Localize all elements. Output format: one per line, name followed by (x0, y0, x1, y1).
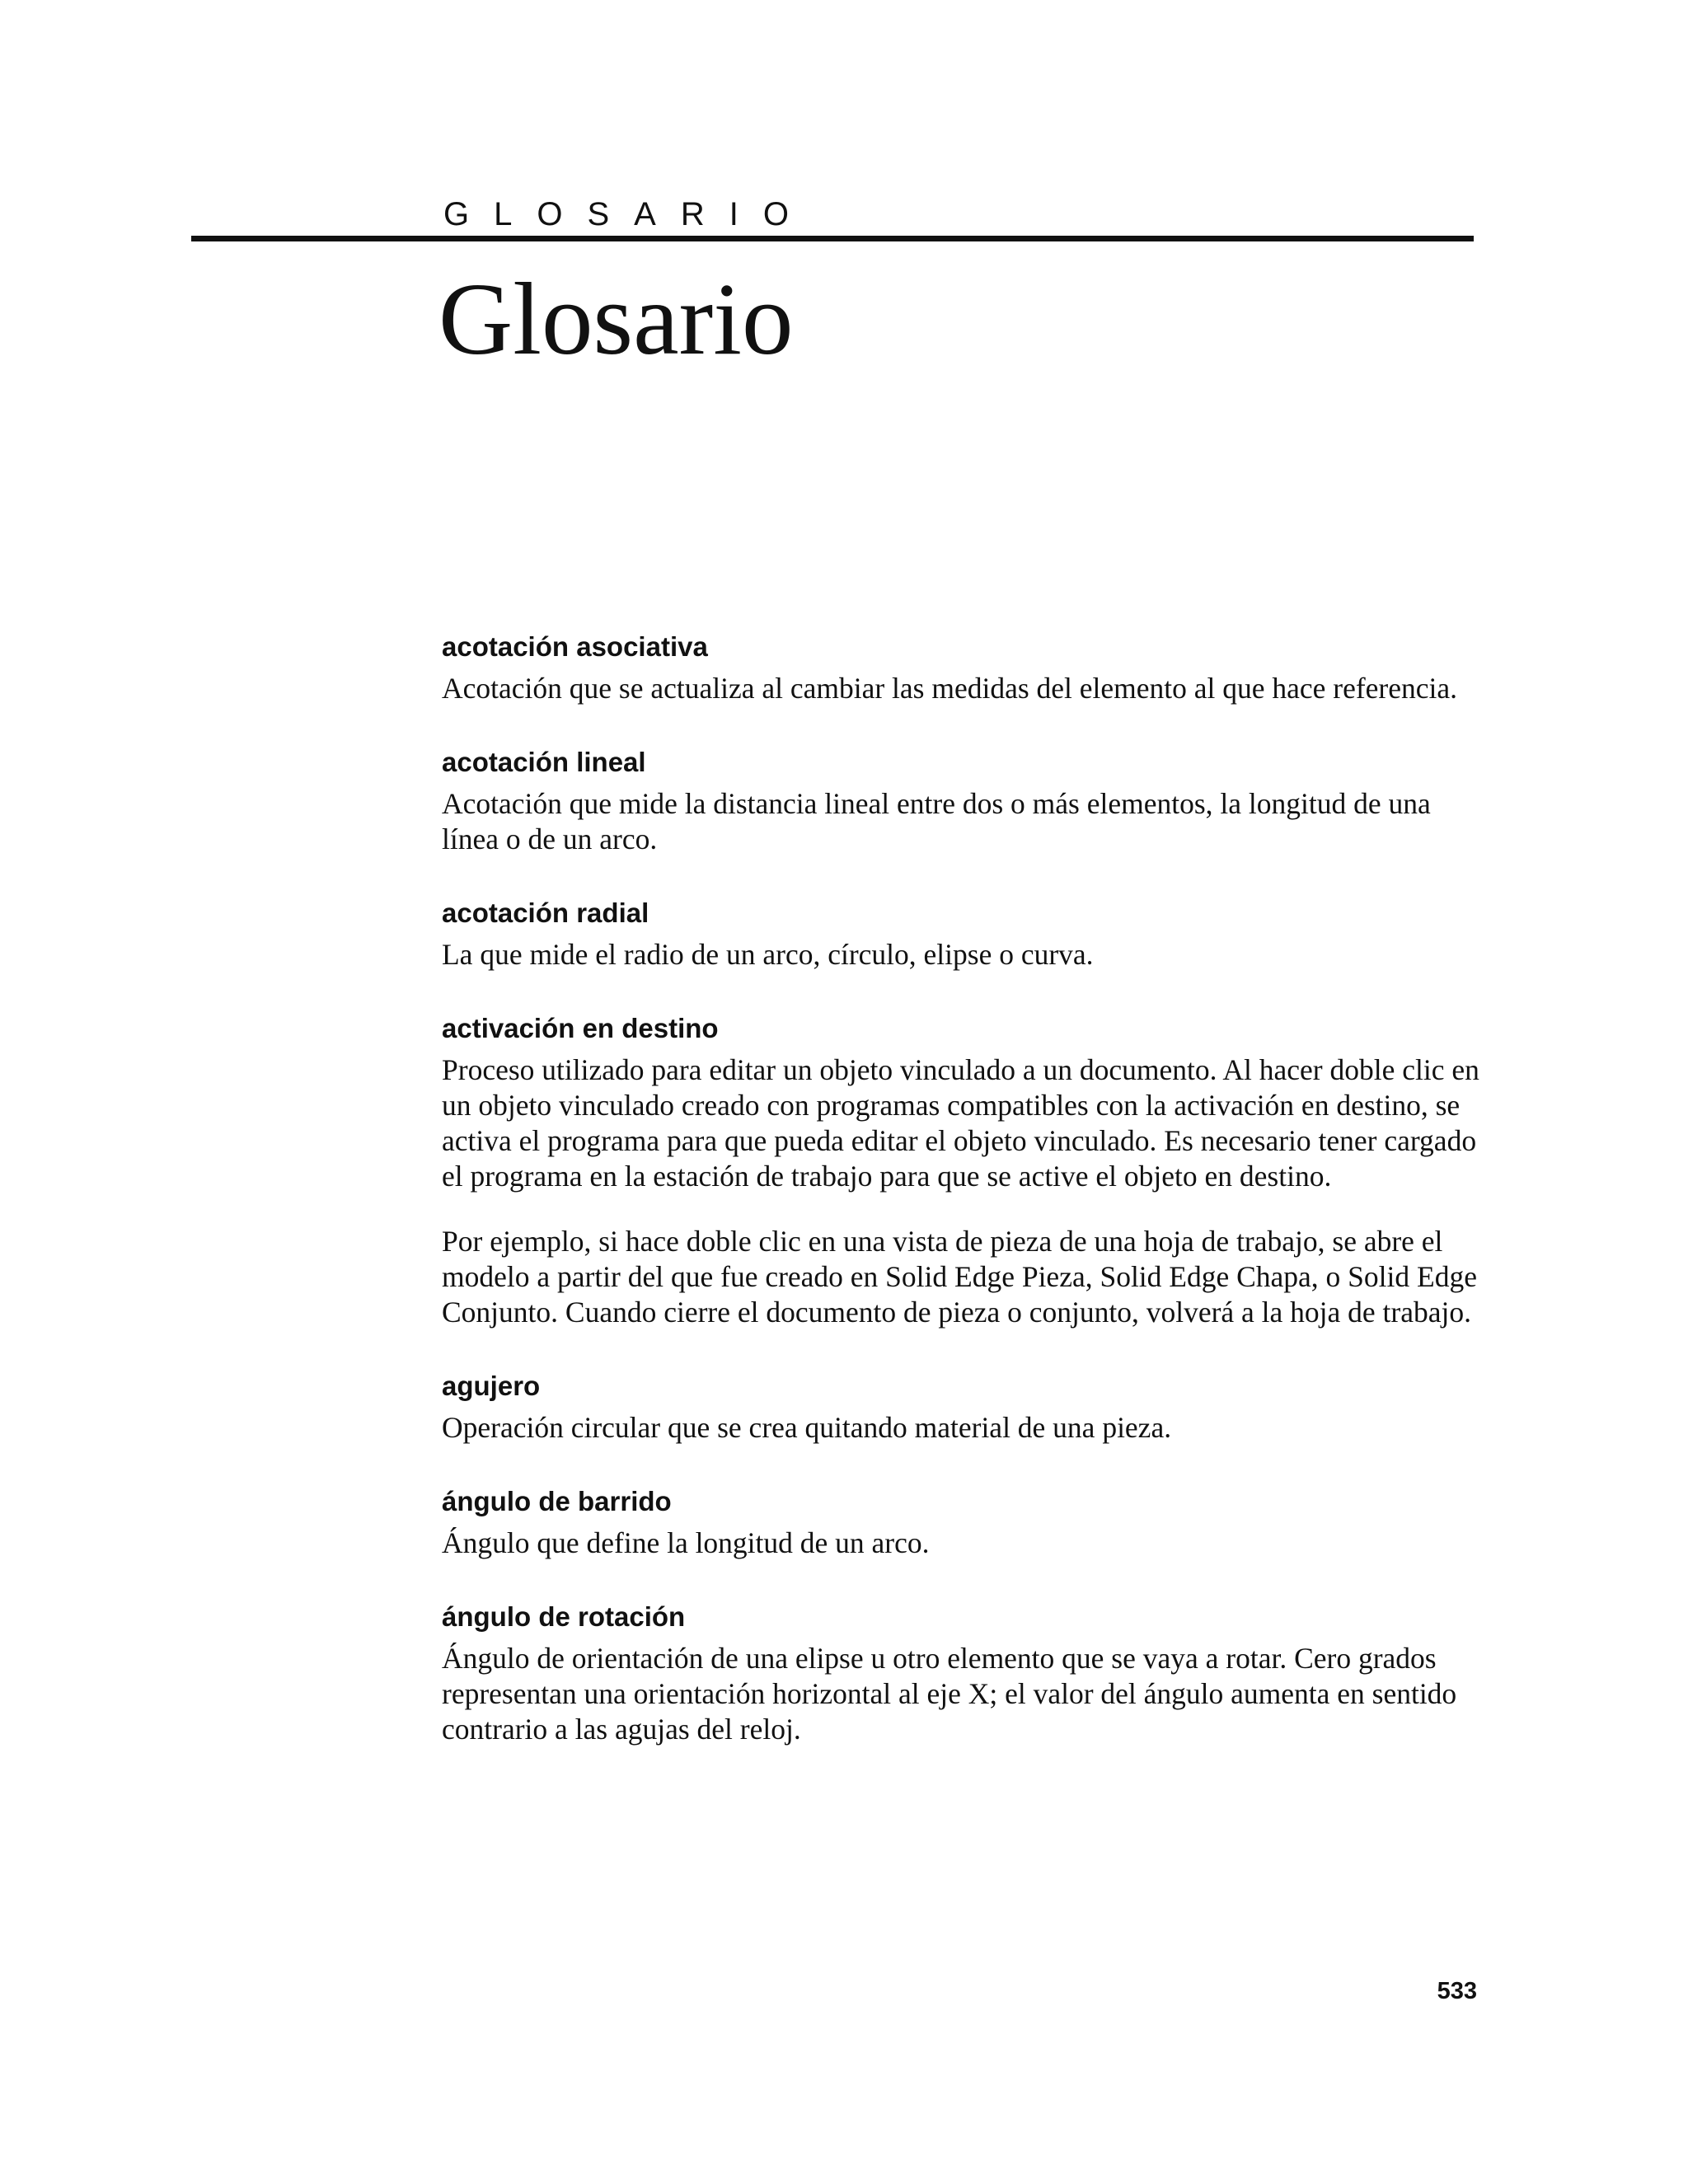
glossary-entry (442, 746, 1482, 857)
glossary-definition: Proceso utilizado para editar un objeto vinculado a un documento. Al hacer doble clic en un objeto vinculado creado con programas compatibles con la activación en destino, se activa el programa para que pueda editar el objeto vinculado. Es necesario tener cargado el programa en la estación de trabajo para que se active el objeto en destino. (442, 1053, 1479, 1193)
glossary-entry (442, 1012, 1482, 1330)
glossary-entry (442, 1485, 1482, 1561)
glossary-term: agujero (442, 1371, 541, 1401)
glossary-entry (442, 897, 1482, 972)
glossary-entry (442, 1601, 1482, 1747)
header-rule (191, 236, 1474, 241)
page-number: 533 (1437, 1978, 1477, 2004)
glossary-term: ángulo de barrido (442, 1486, 672, 1516)
glossary-term: ángulo de rotación (442, 1601, 686, 1632)
glossary-term: acotación lineal (442, 747, 646, 777)
glossary-entries (442, 630, 1482, 1747)
glossary-entry (442, 630, 1482, 706)
glossary-entry (442, 1370, 1482, 1446)
glossary-term: acotación radial (442, 898, 649, 928)
glossary-definition: Ángulo de orientación de una elipse u otro elemento que se vaya a rotar. Cero grados representan una orientación horizontal al eje X; el valor del ángulo aumenta en sentido contrario a las agujas del reloj. (442, 1642, 1457, 1746)
glossary-definition: Operación circular que se crea quitando material de una pieza. (442, 1411, 1172, 1444)
glossary-definition: Acotación que mide la distancia lineal entre dos o más elementos, la longitud de una línea o de un arco. (442, 787, 1431, 855)
glossary-definition: Ángulo que define la longitud de un arco. (442, 1526, 930, 1559)
glossary-definition: Acotación que se actualiza al cambiar las medidas del elemento al que hace referencia. (442, 672, 1457, 705)
glossary-definition: La que mide el radio de un arco, círculo, elipse o curva. (442, 938, 1094, 971)
glossary-definition-example: Por ejemplo, si hace doble clic en una vista de pieza de una hoja de trabajo, se abre el modelo a partir del que fue creado en Solid Edge Pieza, Solid Edge Chapa, o Solid Edge Conjunto. Cuando cierre el documento de pieza o conjunto, volverá a la hoja de trabajo. (442, 1225, 1477, 1329)
chapter-title: Glosario (438, 263, 794, 377)
glossary-term: acotación asociativa (442, 631, 708, 662)
running-head: GLOSARIO (443, 196, 814, 232)
glossary-term: activación en destino (442, 1013, 719, 1043)
